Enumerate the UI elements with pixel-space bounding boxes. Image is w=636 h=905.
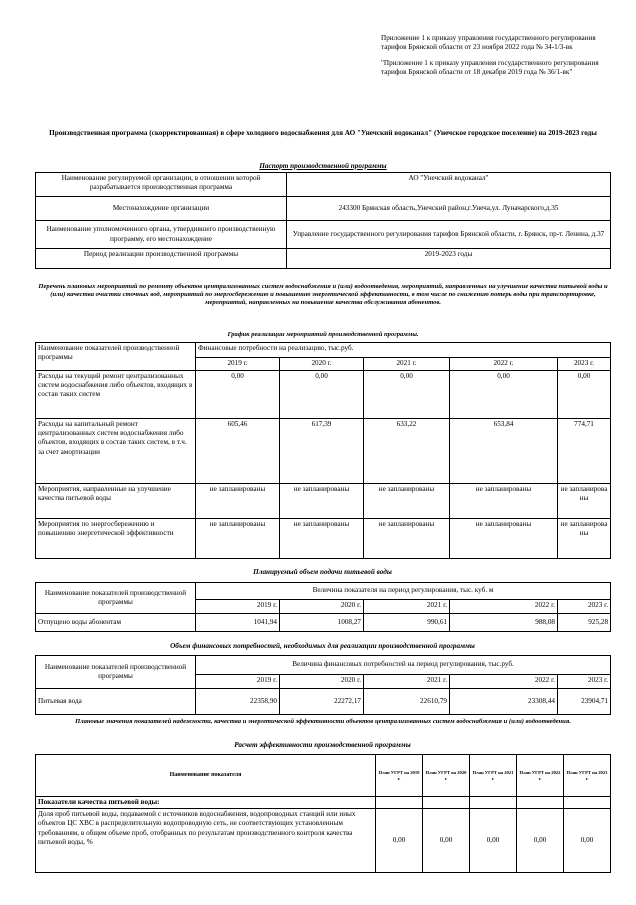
year-header: 2021 г.: [364, 600, 450, 614]
year-header: 2023 г.: [558, 600, 611, 614]
row-label: Мероприятия по энергосбережению и повышению энергетической эффективности: [36, 519, 196, 559]
cell: 988,08: [450, 614, 558, 632]
cell: 1041,94: [196, 614, 280, 632]
row-label: Доля проб питьевой воды, подаваемой с источников водоснабжения, водопроводных станций или иных объектов ЦС ХВС в распределительную водопроводную сеть, не соответствующих установленным требованиям, в общем объеме проб, отобранных по результатам производственного контроля качества питьевой воды, %: [36, 809, 376, 873]
cell: 633,22: [364, 419, 450, 484]
plan-header: План УГРТ на 2023 г.: [564, 755, 611, 797]
table-row: [36, 371, 611, 419]
cell: 0,00: [558, 371, 611, 419]
year-header: 2023 г.: [558, 675, 611, 689]
finance-title: Объем финансовых потребностей, необходимых для реализации производственной программы: [170, 642, 475, 650]
cell: 990,61: [364, 614, 450, 632]
finance-head-group: Величина финансовых потребностей на период регулирования, тыс.руб.: [196, 656, 611, 675]
supply-title: Планируемый объем подачи питьевой воды: [253, 568, 392, 576]
year-header: 2020 г.: [280, 675, 364, 689]
year-header: 2022 г.: [450, 675, 558, 689]
cell: 653,84: [450, 419, 558, 484]
table-row: [36, 614, 611, 632]
cell: 0,00: [470, 809, 517, 873]
section-label: Показатели качества питьевой воды:: [36, 797, 376, 809]
passport-label: Период реализации производственной программы: [36, 249, 287, 269]
cell: не запланированы: [364, 484, 450, 519]
finance-head-label: Наименование показателей производственной программы: [36, 656, 196, 689]
plan-header: План УГРТ на 2021 г.: [470, 755, 517, 797]
row-label: Расходы на текущий ремонт централизованных систем водоснабжения либо объектов, входящих в состав таких систем: [36, 371, 196, 419]
finance-table: [35, 655, 611, 715]
year-header: 2020 г.: [280, 358, 364, 371]
cell: 605,46: [196, 419, 280, 484]
cell: 23904,71: [558, 689, 611, 715]
passport-label: Наименование регулируемой организации, в отношении которой разрабатывается производственная программа: [36, 173, 287, 197]
cell: не запланированы: [364, 519, 450, 559]
cell: 0,00: [196, 371, 280, 419]
row-label: Питьевая вода: [36, 689, 196, 715]
cell: 22358,90: [196, 689, 280, 715]
efficiency-table: [35, 754, 611, 873]
plan-header: План УГРТ на 2022 г.: [517, 755, 564, 797]
year-header: 2019 г.: [196, 600, 280, 614]
empty-cell: [517, 797, 564, 809]
cell: 0,00: [376, 809, 423, 873]
supply-head-label: Наименование показателей производственной программы: [36, 583, 196, 614]
passport-title: Паспорт производственной программы: [259, 162, 387, 170]
supply-table: [35, 582, 611, 632]
measures-head-group: Финансовые потребности на реализацию, тыс.руб.: [196, 343, 611, 358]
table-row: [36, 484, 611, 519]
year-header: 2019 г.: [196, 358, 280, 371]
cell: 0,00: [517, 809, 564, 873]
empty-cell: [376, 797, 423, 809]
passport-table: [35, 172, 611, 269]
row-label: Расходы на капитальный ремонт централизованных систем водоснабжения либо объектов, входящих в состав таких систем, в т.ч. за счет амортизации: [36, 419, 196, 484]
cell: 925,28: [558, 614, 611, 632]
table-row: [36, 689, 611, 715]
year-header: 2023 г.: [558, 358, 611, 371]
plan-header: План УГРТ на 2019 г.: [376, 755, 423, 797]
year-header: 2022 г.: [450, 358, 558, 371]
cell: 774,71: [558, 419, 611, 484]
cell: 22610,79: [364, 689, 450, 715]
year-header: 2020 г.: [280, 600, 364, 614]
row-label: Отпущено воды абонентам: [36, 614, 196, 632]
measures-head-label: Наименование показателей производственной программы: [36, 343, 196, 371]
empty-cell: [470, 797, 517, 809]
table-row: [36, 519, 611, 559]
cell: не запланированы: [450, 484, 558, 519]
empty-cell: [564, 797, 611, 809]
year-header: 2021 г.: [364, 358, 450, 371]
cell: не запланированы: [196, 519, 280, 559]
year-header: 2019 г.: [196, 675, 280, 689]
measures-subtitle: График реализации мероприятий производственной программы.: [227, 331, 419, 338]
cell: 22272,17: [280, 689, 364, 715]
year-header: 2022 г.: [450, 600, 558, 614]
reliability-title: Плановые значения показателей надежности, качества и энергетической эффективности объектов централизованных систем водоснабжения и (или) водоотведения.: [75, 718, 571, 725]
plan-header: План УГРТ на 2020 г.: [423, 755, 470, 797]
measures-table: [35, 342, 611, 559]
header-note-line-2: "Приложение 1 к приказу управления государственного регулирования тарифов Брянской области от 18 декабря 2019 года № 36/1-вк": [381, 59, 599, 76]
passport-label: Наименование уполномоченного органа, утвердившего производственную программу, его местонахождение: [36, 221, 287, 249]
cell: 23308,44: [450, 689, 558, 715]
header-note: [381, 34, 613, 77]
cell: 0,00: [280, 371, 364, 419]
cell: 0,00: [423, 809, 470, 873]
supply-head-group: Величина показателя на период регулирования, тыс. куб. м: [196, 583, 611, 600]
efficiency-head-label: Наименование показателя: [36, 755, 376, 797]
cell: 0,00: [450, 371, 558, 419]
row-label: Мероприятия, направленные на улучшение качества питьевой воды: [36, 484, 196, 519]
cell: не запланирова ны: [558, 519, 611, 559]
table-row: [36, 419, 611, 484]
passport-value: 2019-2023 годы: [287, 249, 611, 269]
cell: не запланирова ны: [558, 484, 611, 519]
cell: 617,39: [280, 419, 364, 484]
measures-title: Перечень плановых мероприятий по ремонту объектов централизованных систем водоснабжения и (или) водоотведения, мероприятий, направленных на улучшение качества питьевой воды и (или) качества очистки сточных вод, мероприятий по энергосбережению и повышению энергетической эффективности, в том числе по снижению потерь воды при транспортировке, мероприятий, направленных на повышение качества обслуживания абонентов.: [38, 283, 608, 307]
cell: 1008,27: [280, 614, 364, 632]
cell: не запланированы: [280, 484, 364, 519]
cell: 0,00: [364, 371, 450, 419]
year-header: 2021 г.: [364, 675, 450, 689]
page-title: Производственная программа (скорректированная) в сфере холодного водоснабжения для АО "Унечский водоканал" (Унечское городское поселение) на 2019-2023 годы: [49, 129, 597, 137]
cell: не запланированы: [196, 484, 280, 519]
passport-label: Местонахождение организации: [36, 197, 287, 221]
efficiency-title: Расчет эффективности производственной программы: [234, 741, 411, 749]
passport-value: Управление государственного регулирования тарифов Брянской области, г. Брянск, пр-т. Ленина, д.37: [287, 221, 611, 249]
header-note-line-1: Приложение 1 к приказу управления государственного регулирования тарифов Брянской области от 23 ноября 2022 года № 34-1/3-вк: [381, 34, 596, 51]
empty-cell: [423, 797, 470, 809]
table-row: [36, 809, 611, 873]
passport-value: 243300 Брянская область,Унечский район,г.Унеча,ул. Луначарского,д.35: [287, 197, 611, 221]
cell: не запланированы: [450, 519, 558, 559]
passport-value: АО "Унечский водоканал": [287, 173, 611, 197]
cell: 0,00: [564, 809, 611, 873]
cell: не запланированы: [280, 519, 364, 559]
